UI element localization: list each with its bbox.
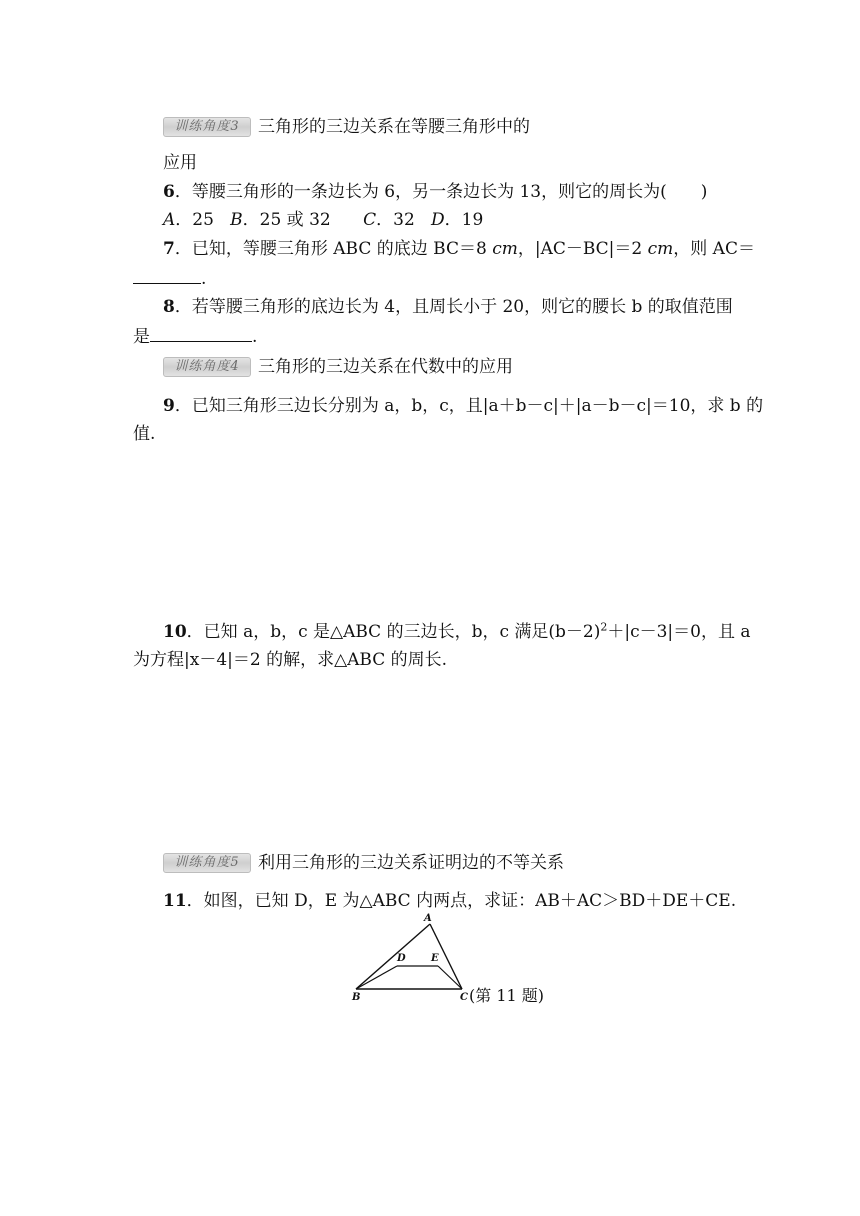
question-8: 8．若等腰三角形的底边长为 4，且周长小于 20，则它的腰长 b 的取值范围 bbox=[163, 297, 733, 317]
option-a: A．25 bbox=[163, 210, 214, 230]
question-10: 10．已知 a，b，c 是△ABC 的三边长，b，c 满足$(b-2)^2+|c-3|=0$，且 a bbox=[163, 620, 751, 642]
question-11: 11．如图，已知 D，E 为△ABC 内两点，求证：AB＋AC＞BD＋DE＋CE. bbox=[163, 891, 737, 911]
section-title-3-cont: 应用 bbox=[163, 153, 197, 173]
question-7: 7．已知，等腰三角形 ABC 的底边 BC＝8 cm，|AC－BC|＝2 cm，则 AC＝ bbox=[163, 239, 755, 259]
option-d: D．19 bbox=[431, 210, 484, 230]
question-6 bbox=[163, 181, 707, 203]
triangle-figure bbox=[340, 910, 480, 1002]
answer-blank[interactable] bbox=[133, 267, 201, 284]
vertex-label-a: A bbox=[424, 913, 432, 924]
answer-blank[interactable] bbox=[150, 325, 252, 342]
question-number: 9 bbox=[163, 396, 175, 416]
figure-caption: (第 11 题) bbox=[469, 986, 545, 1005]
question-number: 11 bbox=[163, 891, 187, 911]
point-label-d: D bbox=[397, 953, 406, 964]
question-9-cont: 值. bbox=[133, 424, 156, 444]
question-10-cont: 为方程|x－4|＝2 的解，求△ABC 的周长. bbox=[133, 650, 448, 670]
question-6-options bbox=[163, 209, 483, 231]
segment-bd bbox=[356, 966, 397, 989]
segment-ab bbox=[356, 924, 430, 989]
option-b: B．25 或 32 bbox=[230, 210, 331, 230]
question-number: 10 bbox=[163, 622, 187, 642]
question-7-answer-line: . bbox=[133, 267, 206, 290]
vertex-label-b: B bbox=[352, 992, 361, 1002]
question-9: 9．已知三角形三边长分别为 a，b，c，且|a＋b－c|＋|a－b－c|＝10，求 b 的 bbox=[163, 396, 764, 416]
point-label-e: E bbox=[431, 953, 439, 964]
segment-ec bbox=[438, 966, 462, 989]
question-number: 6 bbox=[163, 182, 175, 202]
section-title-3: 三角形的三边关系在等腰三角形中的 bbox=[258, 117, 530, 137]
question-text: ．等腰三角形的一条边长为 6，另一条边长为 13，则它的周长为( ) bbox=[174, 182, 708, 202]
section-badge-4: 训练角度4 bbox=[163, 357, 251, 377]
section-badge-3: 训练角度3 bbox=[163, 117, 251, 137]
section-title-5: 利用三角形的三边关系证明边的不等关系 bbox=[258, 853, 564, 873]
section-badge-5: 训练角度5 bbox=[163, 853, 251, 873]
option-c: C．32 bbox=[363, 210, 415, 230]
vertex-label-c: C bbox=[460, 992, 468, 1002]
question-8-answer-line: 是 . bbox=[133, 327, 258, 347]
question-number: 8 bbox=[163, 297, 175, 317]
question-number: 7 bbox=[163, 239, 175, 259]
section-title-4: 三角形的三边关系在代数中的应用 bbox=[258, 357, 513, 377]
